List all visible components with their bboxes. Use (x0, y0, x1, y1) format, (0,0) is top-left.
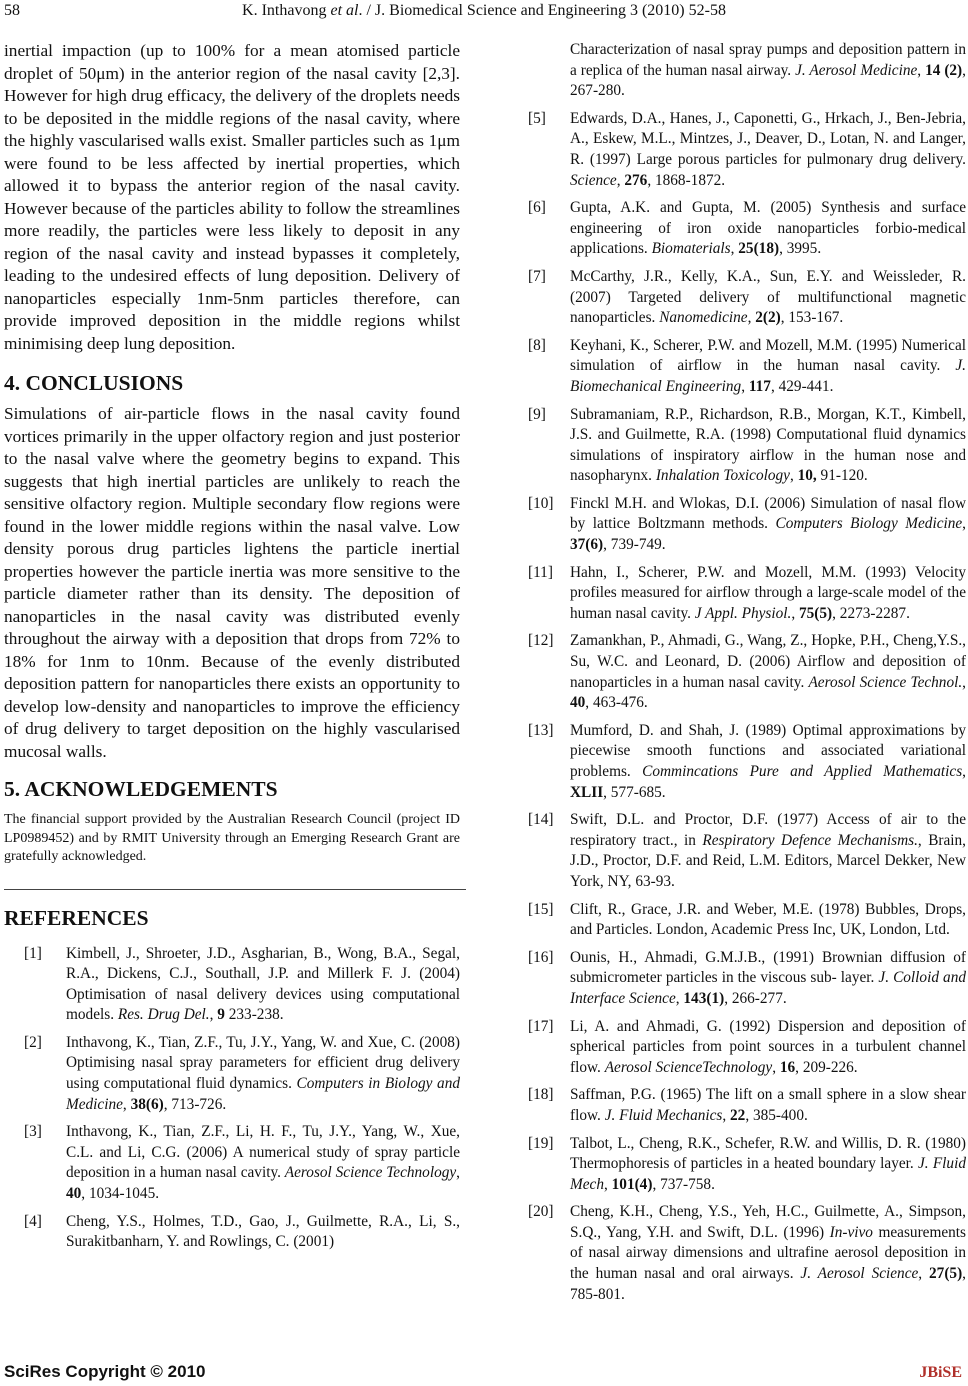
reference-authors-title: Finckl M.H. and Wlokas, D.I. (2006) Simulation of nasal flow by lattice Boltzmann methods. (570, 494, 966, 533)
reference-number: [20] (528, 1203, 554, 1221)
reference-volume: 143(1) (683, 989, 725, 1007)
reference-text (570, 405, 966, 487)
reference-item (4, 1122, 460, 1204)
reference-journal: J. Aerosol Science (800, 1265, 919, 1283)
reference-item (528, 1085, 966, 1126)
reference-text (66, 1033, 460, 1115)
reference-text (66, 1122, 460, 1204)
reference-text (570, 1202, 966, 1305)
reference-pages: , Brain, J.D., Proctor, D.F. and Reid, L.M. Editors, Marcel Dekker, New York, NY, 63-93. (570, 831, 966, 890)
reference-authors-title: Inthavong, K., Tian, Z.F., Li, H. F., Tu, J.Y., Yang, W., Xue, C.L. and Li, C.G. (2006) A numerical study of spray particle deposition in a human nasal cavity. (66, 1123, 460, 1182)
reference-item (528, 1017, 966, 1079)
reference-authors-title: McCarthy, J.R., Kelly, K.A., Sun, E.Y. and Weissleder, R. (2007) Targeted delivery of multifunctional magnetic nanoparticles. (570, 267, 966, 327)
reference-number: [5] (528, 109, 546, 127)
reference-number: [18] (528, 1086, 554, 1104)
reference-number: [8] (528, 336, 546, 354)
reference-volume: 37(6) (570, 536, 604, 554)
reference-journal: J. Aerosol Medicine (795, 61, 918, 79)
reference-pages: , 266-277. (724, 989, 787, 1007)
reference-authors-title: Saffman, P.G. (1965) The lift on a small sphere in a slow shear flow. (570, 1086, 966, 1124)
reference-journal: Biomaterials (651, 240, 731, 258)
reference-pages: , 267-280. (570, 61, 966, 100)
reference-separator: , (918, 1265, 930, 1283)
reference-authors-title: Characterization of nasal spray pumps and deposition pattern in a replica of the human nasal airway. (570, 41, 966, 79)
reference-pages: , 463-476. (585, 694, 648, 712)
reference-pages: , 429-441. (770, 377, 834, 395)
reference-text (570, 267, 966, 329)
running-author: K. Inthavong (242, 2, 327, 19)
running-et-al: et al (330, 2, 359, 19)
reference-number: [1] (24, 944, 42, 962)
reference-journal: Nanomedicine (659, 309, 748, 327)
acknowledgements-heading: 5. ACKNOWLEDGEMENTS (4, 777, 278, 801)
reference-item (528, 900, 966, 941)
reference-separator: , (456, 1164, 460, 1182)
reference-text (570, 631, 966, 713)
reference-separator: , (730, 240, 739, 258)
reference-pages: , 577-685. (603, 783, 666, 801)
reference-text (570, 721, 966, 803)
reference-authors-title: Swift, D.L. and Proctor, D.F. (1977) Access of air to the respiratory tract., in (570, 811, 966, 849)
reference-volume: 276 (624, 171, 648, 189)
reference-item (528, 721, 966, 803)
reference-number: [6] (528, 199, 546, 217)
reference-text (570, 1017, 966, 1079)
reference-journal: In-vivo (829, 1223, 873, 1241)
reference-journal: J Appl. Physiol. (694, 604, 792, 622)
reference-text (570, 900, 966, 941)
reference-journal: Science (570, 171, 617, 189)
reference-text (570, 494, 966, 556)
reference-pages: , 153-167. (780, 309, 844, 327)
reference-text (570, 336, 966, 398)
reference-separator: , (791, 604, 799, 622)
reference-volume: 40 (570, 694, 586, 712)
reference-separator: , (962, 763, 966, 780)
reference-authors-title: Ounis, H., Ahmadi, G.M.J.B., (1991) Brownian diffusion of submicrometer particles in the viscous sub- layer. (570, 948, 966, 987)
reference-separator: , (603, 1175, 612, 1193)
reference-separator: , (962, 673, 966, 691)
reference-number: [17] (528, 1017, 554, 1035)
references-list-left (4, 944, 460, 1253)
reference-pages: , 713-726. (163, 1095, 227, 1113)
reference-journal: Aerosol Science Technology (284, 1164, 457, 1182)
page-footer (0, 1360, 968, 1386)
reference-volume: 25(18) (738, 240, 780, 258)
page-header (0, 0, 968, 30)
reference-journal: Aerosol Science Technol. (808, 673, 963, 691)
reference-pages: measurements of nasal airway dimensions and ultrafine aerosol deposition in the human nasal and oral airways. (570, 1223, 966, 1283)
page-number: 58 (4, 2, 20, 19)
reference-authors-title: Hahn, I., Scherer, P.W. and Mozell, M.M. (1993) Velocity profiles measured for airflow through a large-scale model of the human nasal cavity. (570, 563, 966, 622)
reference-separator: , (789, 467, 798, 485)
reference-item (528, 198, 966, 260)
reference-authors-title: Subramaniam, R.P., Richardson, R.B., Morgan, K.T., Kimbell, J.S. and Guilmette, R.A. (1998) Computational fluid dynamics simulations of inspiratory airflow in the human nose and nasopharynx. (570, 405, 966, 485)
section-divider (4, 889, 466, 890)
reference-separator: , (962, 515, 966, 533)
reference-separator: , (741, 377, 749, 395)
reference-authors-title: Cheng, Y.S., Holmes, T.D., Gao, J., Guilmette, R.A., Li, S., Surakitbanharn, Y. and Rowlings, C. (2001) (66, 1212, 460, 1251)
intro-paragraph: inertial impaction (up to 100% for a mean atomised particle droplet of 50μm) in the anterior region of the nasal cavity [2,3]. However for high drug efficacy, the delivery of the droplets needs to be deposited in the middle regions of the nasal cavity, where the highly vascularised walls exist. Smaller particles such as 1μm were found to be less affected by inertial properties, which allowed it to bypass the anterior region of the nasal cavity. However because of the particles ability to follow the streamlines more readily, the particles were less likely to deposit in any region of the nasal cavity and instead bypasses it completely, leading to the undesired effects of lung deposition. Delivery of nanoparticles especially 1nm-5nm particles therefore, can provide improved deposition in the middle regions whilst minimising deep lung deposition. (4, 41, 460, 353)
reference-volume: 27(5) (929, 1265, 963, 1283)
reference-separator: , (616, 171, 625, 189)
reference-text (570, 1085, 966, 1126)
reference-pages: , 1034-1045. (81, 1185, 160, 1203)
journal-tag: JBiSE (919, 1364, 962, 1381)
reference-pages: , 785-801. (570, 1265, 966, 1303)
reference-number: [3] (24, 1123, 42, 1141)
reference-authors-title: Li, A. and Ahmadi, G. (1992) Dispersion and deposition of spherical particles from point sources in a turbulent channel flow. (570, 1017, 966, 1076)
reference-authors-title: Edwards, D.A., Hanes, J., Caponetti, G., Hrkach, J., Ben-Jebria, A., Eskew, M.L., Mintzes, J., Deaver, D., Lotan, N. and Langer, R. (1997) Large porous particles for pulmonary drug delivery. (570, 109, 966, 168)
reference-item (528, 267, 966, 329)
reference-volume: 40 (66, 1185, 82, 1203)
reference-item (528, 336, 966, 398)
references-list-right (528, 40, 966, 1305)
reference-number: [13] (528, 721, 554, 739)
right-column (528, 40, 966, 1312)
reference-item (528, 948, 966, 1010)
reference-volume: 101(4) (611, 1175, 653, 1193)
reference-journal: J. Colloid and Interface Science (570, 969, 966, 1007)
reference-item-continuation (528, 40, 966, 102)
running-journal: . / J. Biomedical Science and Engineering 3 (2010) 52-58 (358, 2, 726, 19)
reference-item (4, 944, 460, 1026)
reference-journal: J. Fluid Mechanics (604, 1106, 723, 1124)
reference-authors-title: Zamankhan, P., Ahmadi, G., Wang, Z., Hopke, P.H., Cheng,Y.S., Su, W.C. and Leonard, D. (2006) Airflow and deposition of nanoparticles in a human nasal cavity. (570, 632, 966, 691)
reference-volume: 2(2) (755, 309, 781, 327)
reference-text (570, 810, 966, 892)
reference-volume: 16 (779, 1058, 796, 1076)
reference-text (570, 1134, 966, 1196)
reference-number: [4] (24, 1212, 42, 1230)
reference-separator: , (675, 989, 684, 1007)
reference-authors-title: Cheng, K.H., Cheng, Y.S., Yeh, H.C., Guilmette, A., Simpson, S.Q., Yang, Y.H. and Swift, D.L. (1996) (570, 1203, 966, 1241)
reference-text (66, 944, 460, 1026)
reference-separator: , (722, 1106, 731, 1124)
reference-item (528, 563, 966, 625)
reference-number: [9] (528, 405, 546, 423)
reference-number: [15] (528, 900, 554, 918)
reference-item (528, 1202, 966, 1305)
acknowledgements-paragraph: The financial support provided by the Australian Research Council (project ID LP0989452) and by RMIT University through an Emerging Research Grant are gratefully acknowledged. (4, 812, 460, 864)
reference-journal: Aerosol ScienceTechnology (604, 1058, 773, 1076)
reference-authors-title: Gupta, A.K. and Gupta, M. (2005) Synthesis and surface engineering of iron oxide nanoparticles forbio-medical applications. (570, 199, 966, 258)
reference-journal: Computers in Biology and Medicine (66, 1075, 460, 1113)
reference-authors-title: Clift, R., Grace, J.R. and Weber, M.E. (1978) Bubbles, Drops, and Particles. London, Academic Press Inc, UK, London, Ltd. (570, 900, 966, 939)
reference-pages: , 737-758. (652, 1175, 715, 1193)
reference-item (4, 1212, 460, 1253)
reference-number: [14] (528, 811, 554, 829)
reference-volume: 9 (217, 1006, 225, 1024)
references-heading: REFERENCES (4, 905, 149, 930)
reference-number: [2] (24, 1033, 42, 1051)
reference-separator: , (747, 309, 756, 327)
reference-volume: 75(5) (799, 604, 833, 622)
reference-volume: XLII (570, 783, 604, 801)
reference-pages: , 385-400. (745, 1106, 808, 1124)
reference-number: [7] (528, 267, 546, 285)
reference-pages: , 1868-1872. (647, 171, 726, 189)
reference-pages: 91-120. (816, 467, 868, 485)
reference-separator: , (209, 1006, 218, 1024)
reference-item (528, 494, 966, 556)
reference-text (570, 948, 966, 1010)
reference-number: [19] (528, 1134, 554, 1152)
reference-text (66, 1212, 460, 1253)
reference-journal: Inhalation Toxicology (655, 467, 790, 485)
left-column (4, 40, 460, 1260)
reference-pages: , 2273-2287. (832, 604, 910, 622)
reference-authors-title: Mumford, D. and Shah, J. (1989) Optimal approximations by piecewise smooth functions and associated variational problems. (570, 721, 966, 780)
reference-text (570, 109, 966, 191)
reference-text (570, 563, 966, 625)
reference-separator: , (772, 1058, 780, 1076)
reference-separator: , (917, 61, 926, 79)
reference-item (528, 810, 966, 892)
reference-journal: Commincations Pure and Applied Mathematics (642, 763, 963, 780)
running-title (0, 0, 968, 22)
reference-number: [12] (528, 632, 554, 650)
copyright-notice: SciRes Copyright © 2010 (4, 1362, 206, 1381)
reference-journal: Respiratory Defence Mechanisms. (702, 831, 918, 849)
reference-item (528, 1134, 966, 1196)
reference-journal: Computers Biology Medicine (775, 515, 963, 533)
reference-number: [16] (528, 948, 554, 966)
reference-text (570, 41, 966, 99)
reference-volume: 14 (2) (925, 61, 963, 79)
reference-separator: , (122, 1095, 131, 1113)
reference-journal: Res. Drug Del. (117, 1006, 210, 1024)
reference-item (528, 405, 966, 487)
reference-pages: 233-238. (224, 1006, 284, 1024)
reference-text (570, 198, 966, 260)
reference-item (4, 1033, 460, 1115)
reference-authors-title: Kimbell, J., Shroeter, J.D., Asgharian, B., Wong, B.A., Segal, R.A., Dickens, C.J., Southall, J.P. and Millerk F. J. (2004) Optimisation of nasal delivery devices using computational models. (66, 944, 460, 1024)
reference-journal: J. Biomechanical Engineering (570, 357, 966, 395)
reference-journal: J. Fluid Mech (570, 1155, 966, 1193)
reference-volume: 117 (748, 377, 771, 395)
reference-authors-title: Keyhani, K., Scherer, P.W. and Mozell, M.M. (1995) Numerical simulation of airflow in the human nasal cavity. (570, 336, 966, 375)
reference-authors-title: Inthavong, K., Tian, Z.F., Tu, J.Y., Yang, W. and Xue, C. (2008) Optimising nasal spray parameters for efficient drug delivery using computational fluid dynamics. (66, 1033, 460, 1093)
conclusions-heading: 4. CONCLUSIONS (4, 371, 184, 395)
reference-volume: 22 (730, 1106, 746, 1124)
reference-volume: 10, (797, 467, 817, 485)
reference-pages: , 739-749. (603, 536, 666, 554)
conclusions-paragraph: Simulations of air-particle flows in the nasal cavity found vortices primarily in the upper olfactory region and just posterior to the nasal valve where the geometry begins to expand. This suggests that high inertial particles are unlikely to reach the sensitive olfactory region. Multiple secondary flow regions were found in the lower middle regions within the nasal valve. Low density porous drug particles lightens the particle inertial properties however the particle inertia was more sensitive to the particle diameter rather than its density. The deposition of nanoparticles in the nasal cavity was distributed evenly throughout the airway with a deposition that drops from 72% to 18% for 1nm to 10nm. Because of the evenly distributed deposition pattern for nanoparticles there exists an opportunity to develop low-density and nanoparticles to improve the efficiency of drug delivery to target deposition on the highly vascularised mucosal walls. (4, 404, 460, 761)
reference-authors-title: Talbot, L., Cheng, R.K., Schefer, R.W. and Willis, D. R. (1980) Thermophoresis of particles in a heated boundary layer. (570, 1134, 966, 1173)
reference-number: [10] (528, 494, 554, 512)
reference-item (528, 109, 966, 191)
reference-pages: , 209-226. (795, 1058, 858, 1076)
reference-volume: 38(6) (130, 1095, 164, 1113)
reference-number: [11] (528, 563, 553, 581)
reference-pages: , 3995. (779, 240, 822, 258)
reference-item (528, 631, 966, 713)
